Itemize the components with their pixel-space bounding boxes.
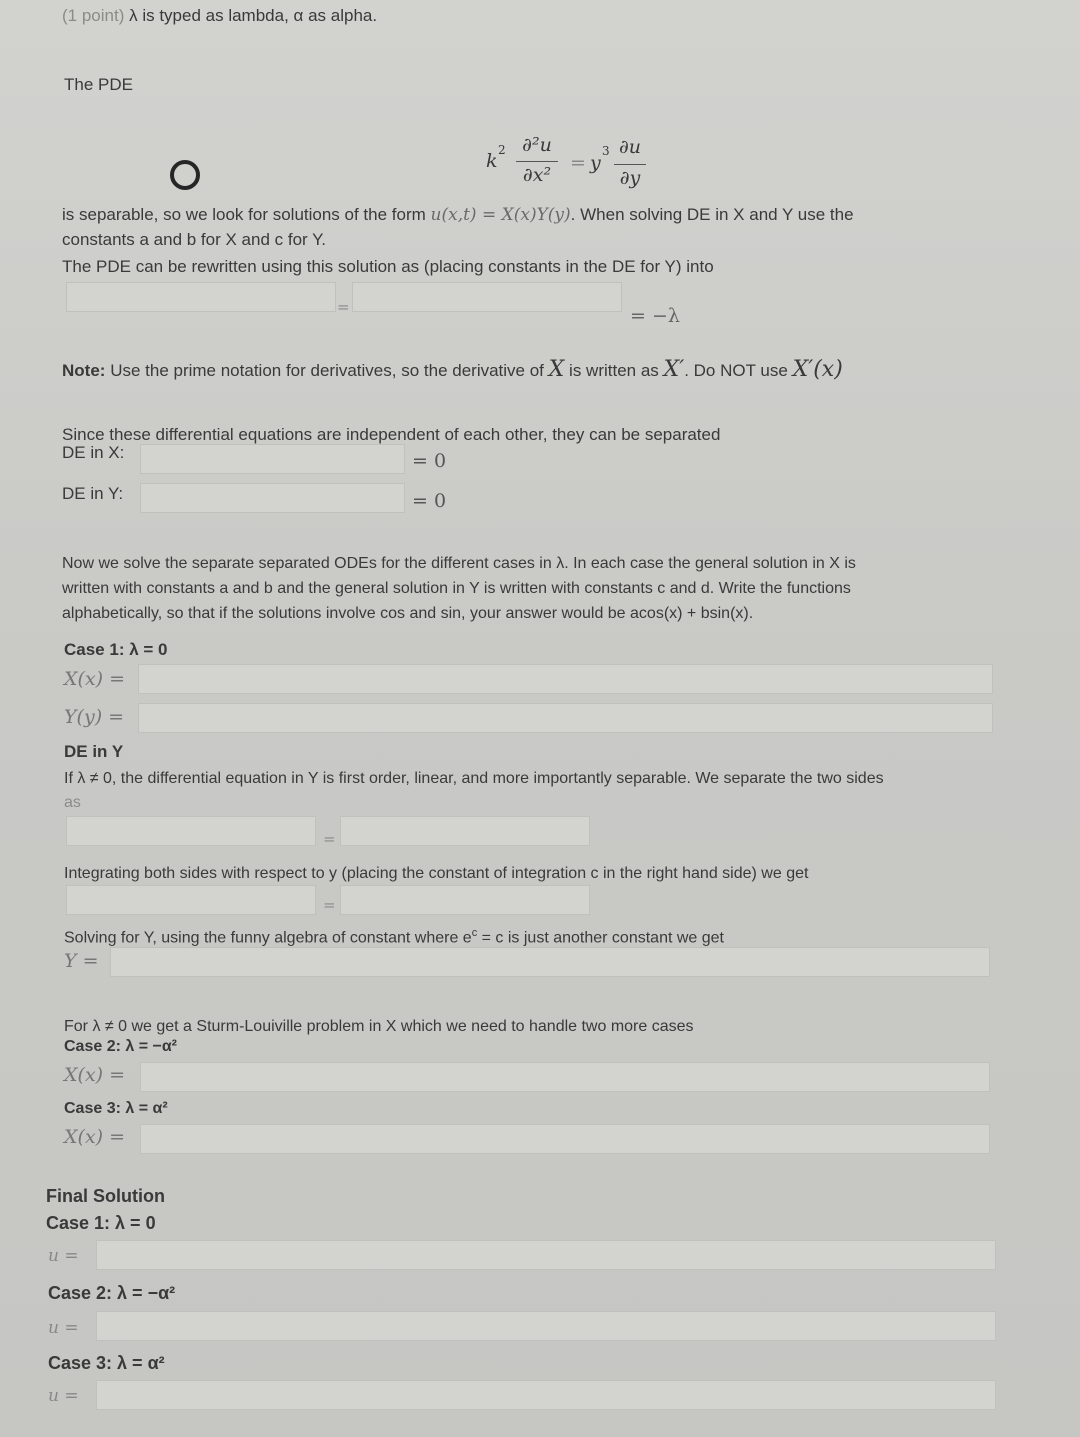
integrate-left-input[interactable]: [66, 885, 316, 915]
case2-x-input[interactable]: [140, 1062, 990, 1092]
rewrite-left-input[interactable]: [66, 282, 336, 312]
case1-x-input[interactable]: [138, 664, 993, 694]
separated-intro: Since these differential equations are independent of each other, they can be separated: [62, 425, 721, 444]
final-u3-label: u =: [48, 1386, 79, 1406]
solving-text-2: = c is just another constant we get: [481, 929, 724, 947]
case3-x-input[interactable]: [140, 1124, 990, 1154]
note-x-prime: X′: [663, 357, 685, 382]
radio-circle-icon[interactable]: [170, 160, 200, 190]
de-in-y-title: DE in Y: [64, 742, 124, 761]
pde-y: y: [590, 152, 601, 174]
de-x-label: DE in X:: [62, 443, 125, 462]
pde-k-exponent: 2: [498, 143, 506, 157]
note-text-1: Use the prime notation for derivatives, so the derivative of: [110, 361, 544, 380]
note-label: Note:: [62, 361, 106, 380]
case1-y-label: Y(y) =: [64, 706, 125, 728]
rewrite-equals-1: =: [337, 298, 350, 316]
separable-text-2: . When solving DE in X and Y use the: [570, 205, 854, 224]
pde-y-exponent: 3: [602, 144, 610, 158]
case3-x-label: X(x) =: [64, 1126, 126, 1148]
de-y-label: DE in Y:: [62, 484, 124, 503]
case1-x-label: X(x) =: [64, 668, 126, 690]
final-case2-title: Case 2: λ = −α²: [48, 1283, 176, 1303]
pde-fraction-bar-left: [516, 161, 558, 162]
integrate-right-input[interactable]: [340, 885, 590, 915]
case1-y-input[interactable]: [138, 703, 993, 733]
final-case3-title: Case 3: λ = α²: [48, 1353, 165, 1373]
pde-fraction-bar-right: [614, 164, 646, 165]
cases-intro-3: alphabetically, so that if the solutions involve cos and sin, your answer would be acos(x) + bsin(x).: [62, 605, 754, 622]
de-x-rhs: = 0: [412, 450, 447, 472]
final-u1-label: u =: [48, 1246, 79, 1266]
separate-right-input[interactable]: [340, 816, 590, 846]
separate-left-input[interactable]: [66, 816, 316, 846]
separate-equals: =: [323, 830, 336, 848]
pde-heading: The PDE: [64, 75, 133, 94]
de-x-input[interactable]: [140, 444, 405, 474]
pde-numerator-right: ∂u: [618, 136, 642, 158]
note-text-3: . Do NOT use: [684, 361, 788, 380]
separable-text: [62, 205, 854, 225]
separable-text-1: is separable, so we look for solutions of the form: [62, 205, 426, 224]
rewrite-text: The PDE can be rewritten using this solution as (placing constants in the DE for Y) into: [62, 257, 714, 276]
note-text-2: is written as: [569, 361, 659, 380]
integrate-equals: =: [323, 896, 336, 914]
problem-header: [62, 6, 377, 26]
points-label: (1 point): [62, 6, 125, 25]
sturm-text: For λ ≠ 0 we get a Sturm-Louiville problem in X which we need to handle two more cases: [64, 1018, 694, 1035]
pde-equals: =: [570, 152, 586, 174]
final-u2-input[interactable]: [96, 1311, 996, 1341]
final-u3-input[interactable]: [96, 1380, 996, 1410]
de-in-y-text-1: If λ ≠ 0, the differential equation in Y is first order, linear, and more importantly separable. We separate the two sides: [64, 770, 884, 787]
de-y-rhs: = 0: [412, 490, 447, 512]
case3-title: Case 3: λ = α²: [64, 1100, 168, 1117]
cases-intro-1: Now we solve the separate separated ODEs for the different cases in λ. In each case the general solution in X is: [62, 555, 856, 572]
pde-k: k: [486, 150, 498, 172]
final-case1-title: Case 1: λ = 0: [46, 1213, 156, 1233]
y-solution-input[interactable]: [110, 947, 990, 977]
de-in-y-text-2: as: [64, 794, 81, 811]
note-x-prime-x: X′(x): [792, 357, 843, 382]
final-u2-label: u =: [48, 1318, 79, 1338]
cases-intro-2: written with constants a and b and the general solution in Y is written with constants c and d. Write the functions: [62, 580, 851, 597]
final-solution-title: Final Solution: [46, 1186, 165, 1206]
separable-text-3: constants a and b for X and c for Y.: [62, 230, 326, 249]
solving-text: [64, 927, 724, 947]
pde-denominator-left: ∂x²: [522, 164, 552, 186]
case2-title: Case 2: λ = −α²: [64, 1038, 178, 1055]
final-u1-input[interactable]: [96, 1240, 996, 1270]
rewrite-middle-input[interactable]: [352, 282, 622, 312]
prime-note: [62, 357, 843, 382]
integrate-text: Integrating both sides with respect to y (placing the constant of integration c in the right hand side) we get: [64, 865, 809, 882]
case2-x-label: X(x) =: [64, 1064, 126, 1086]
case1-title: Case 1: λ = 0: [64, 640, 168, 659]
note-x: X: [548, 357, 565, 382]
y-solution-label: Y =: [64, 950, 99, 972]
pde-denominator-right: ∂y: [619, 167, 641, 189]
de-y-input[interactable]: [140, 483, 405, 513]
solving-text-1: Solving for Y, using the funny algebra of constant where e: [64, 929, 472, 947]
notation-note: λ is typed as lambda, α as alpha.: [129, 6, 378, 25]
rewrite-equals-lambda: = −λ: [630, 305, 680, 327]
pde-numerator-left: ∂²u: [522, 134, 552, 156]
separable-form: u(x,t) = X(x)Y(y): [430, 205, 571, 225]
solving-exponent: c: [471, 927, 478, 939]
